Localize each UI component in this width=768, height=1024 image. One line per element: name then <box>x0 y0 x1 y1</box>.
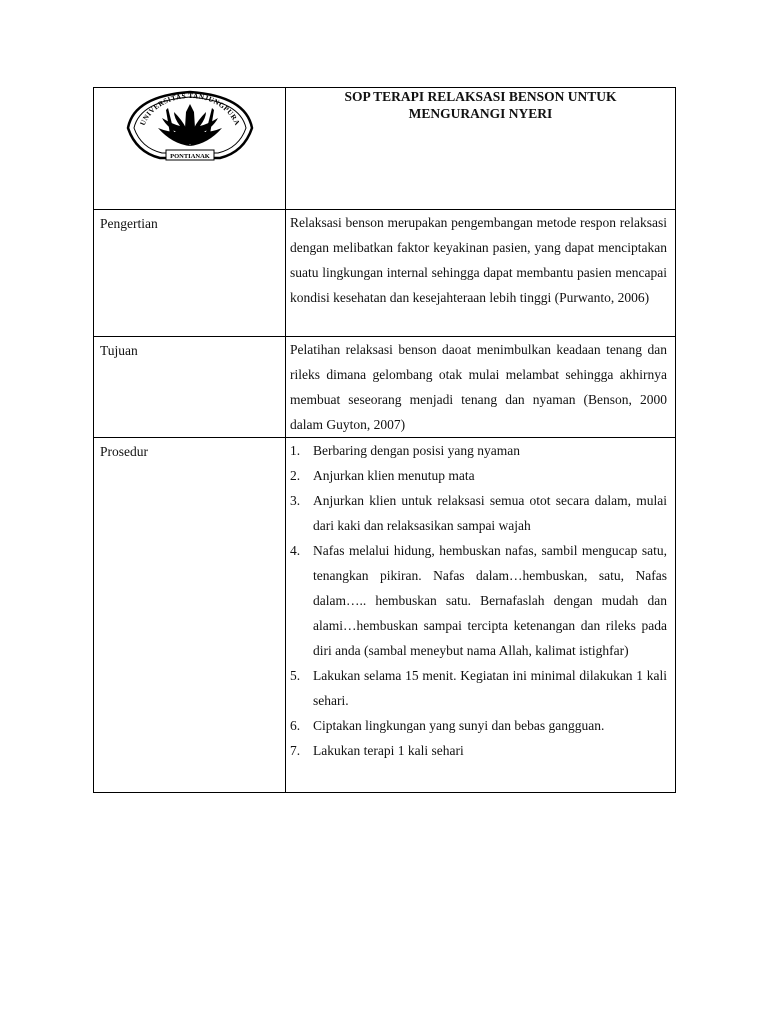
step-text: Nafas melalui hidung, hembuskan nafas, sambil mengucap satu, tenangkan pikiran. Nafas dalam…hembuskan, satu, Nafas dalam….. hembuskan satu. Bernafaslah dengan mudah dan alami…hembuskan sampai tercipta ketenangan dan rileks pada diri anda (sambal meneybut nama Allah, kalimat istighfar) <box>313 543 667 658</box>
step-item <box>290 438 667 463</box>
title-cell <box>286 88 676 210</box>
content-pengertian <box>286 210 676 337</box>
step-text: Anjurkan klien menutup mata <box>313 468 475 483</box>
step-item <box>290 663 667 713</box>
content-prosedur <box>286 438 676 793</box>
step-text: Lakukan terapi 1 kali sehari <box>313 743 464 758</box>
row-label-pengertian <box>94 210 286 337</box>
content-tujuan <box>286 337 676 438</box>
step-number: 7. <box>290 743 301 758</box>
step-text: Ciptakan lingkungan yang sunyi dan bebas gangguan. <box>313 718 605 733</box>
label-pengertian: Pengertian <box>100 216 158 231</box>
step-text: Berbaring dengan posisi yang nyaman <box>313 443 520 458</box>
title-line-2: MENGURANGI NYERI <box>408 106 553 121</box>
pengertian-text: Relaksasi benson merupakan pengembangan metode respon relaksasi dengan melibatkan faktor keyakinan pasien, yang dapat menciptakan suatu lingkungan internal sehingga dapat membantu pasien mencapai kondisi kesehatan dan kesejahteraan lebih tinggi (Purwanto, 2006) <box>290 215 667 305</box>
step-number: 1. <box>290 443 301 458</box>
step-number: 6. <box>290 718 301 733</box>
logo-arc-text: UNIVERSITAS TANJUNGPURA <box>138 91 241 127</box>
university-logo <box>120 88 260 164</box>
step-item <box>290 738 667 763</box>
step-item <box>290 538 667 663</box>
label-prosedur: Prosedur <box>100 444 148 459</box>
step-text: Lakukan selama 15 menit. Kegiatan ini minimal dilakukan 1 kali sehari. <box>313 668 667 708</box>
step-number: 3. <box>290 493 301 508</box>
label-tujuan: Tujuan <box>100 343 138 358</box>
step-item <box>290 463 667 488</box>
title-line-1: SOP TERAPI RELAKSASI BENSON UNTUK <box>344 89 617 104</box>
step-text: Anjurkan klien untuk relaksasi semua otot secara dalam, mulai dari kaki dan relaksasikan sampai wajah <box>313 493 667 533</box>
step-item <box>290 488 667 538</box>
procedure-steps <box>286 438 675 763</box>
step-number: 4. <box>290 543 301 558</box>
sop-table <box>93 87 676 793</box>
logo-cell <box>94 88 286 210</box>
tujuan-text: Pelatihan relaksasi benson daoat menimbulkan keadaan tenang dan rileks dimana gelombang otak mulai melambat sehingga akhirnya membuat seseorang menjadi tenang dan nyaman (Benson, 2000 dalam Guyton, 2007) <box>290 342 667 432</box>
step-number: 2. <box>290 468 301 483</box>
row-label-tujuan <box>94 337 286 438</box>
logo-bottom-text: PONTIANAK <box>169 153 210 160</box>
document-title <box>286 88 675 122</box>
step-number: 5. <box>290 668 301 683</box>
row-label-prosedur <box>94 438 286 793</box>
step-item <box>290 713 667 738</box>
